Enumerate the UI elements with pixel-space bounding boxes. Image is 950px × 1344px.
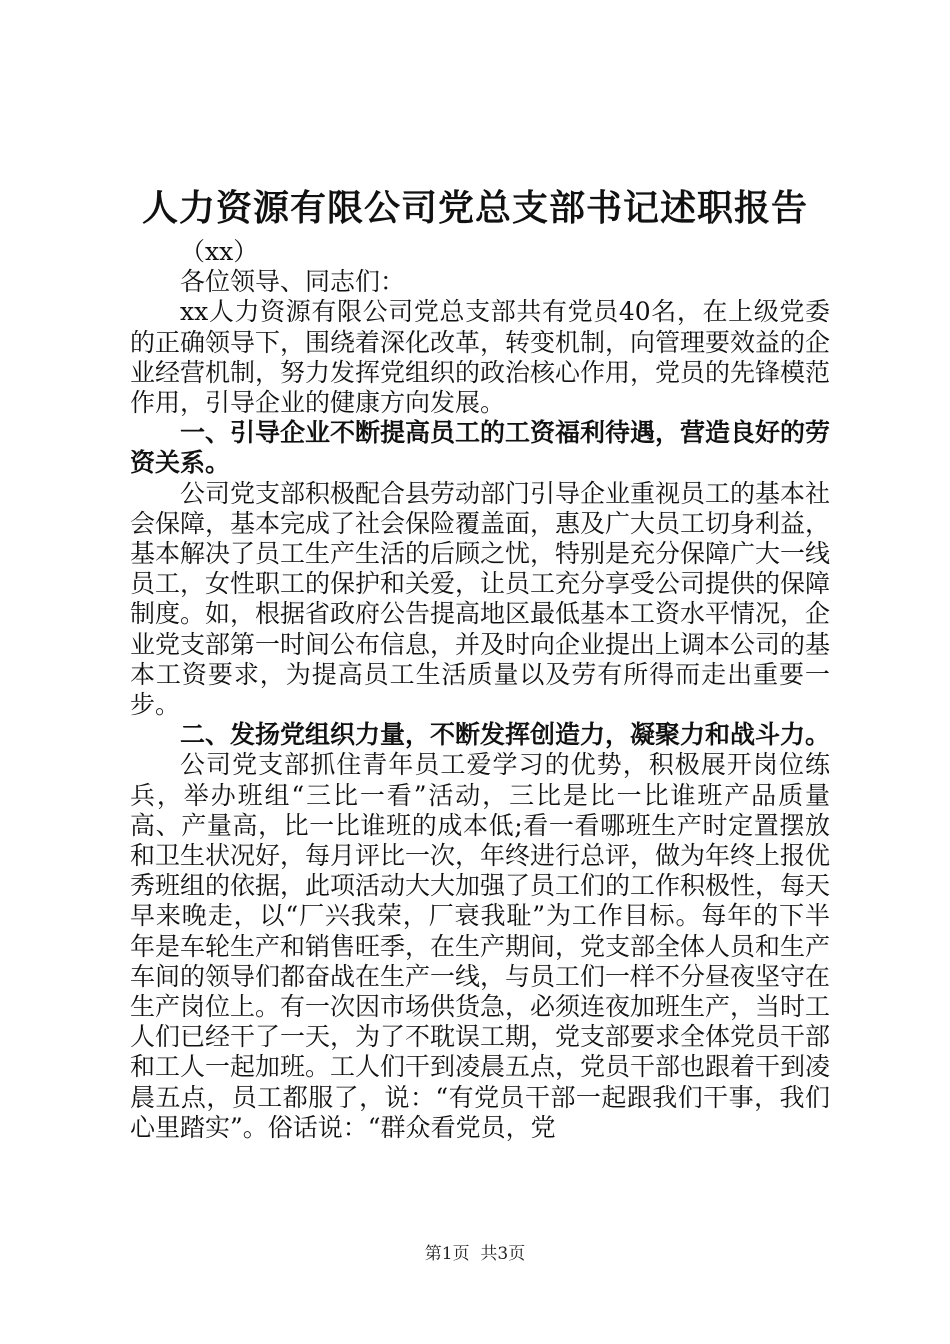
section-2-paragraph: 公司党支部抓住青年员工爱学习的优势，积极展开岗位练兵，举办班组“三比一看”活动，三比是比一比谁班产品质量高、产量高，比一比谁班的成本低;看一看哪班生产时定置摆放和卫生状况好，每月评比一次，年终进行总评，做为年终上报优秀班组的依据，此项活动大大加强了员工们的工作积极性，每天早来晚走，以“厂兴我荣，厂衰我耻”为工作目标。每年的下半年是车轮生产和销售旺季，在生产期间，党支部全体人员和生产车间的领导们都奋战在生产一线，与员工们一样不分昼夜坚守在生产岗位上。有一次因市场供货急，必须连夜加班生产，当时工人们已经干了一天，为了不耽误工期，党支部要求全体党员干部和工人一起加班。工人们干到凌晨五点，党员干部也跟着干到凌晨五点，员工都服了，说：“有党员干部一起跟我们干事，我们心里踏实”。俗话说：“群众看党员，党 [130,750,831,1142]
section-heading-1: 一、引导企业不断提高员工的工资福利待遇，营造良好的劳资关系。 [130,418,831,478]
document-title: 人力资源有限公司党总支部书记述职报告 [141,187,808,229]
document-body [130,237,830,1143]
date-line: （xx） [180,237,259,266]
section-heading-2: 二、发扬党组织力量，不断发挥创造力，凝聚力和战斗力。 [180,720,831,750]
intro-paragraph: xx人力资源有限公司党总支部共有党员40名，在上级党委的正确领导下，围绕着深化改革，转变机制，向管理要效益的企业经营机制，努力发挥党组织的政治核心作用，党员的先锋模范作用，引导企业的健康方向发展。 [130,297,831,418]
page-number: 第1页 [424,1244,470,1264]
page-footer [0,1242,950,1266]
salutation: 各位领导、同志们： [180,267,406,297]
section-1-paragraph: 公司党支部积极配合县劳动部门引导企业重视员工的基本社会保障，基本完成了社会保险覆盖面，惠及广大员工切身利益，基本解决了员工生产生活的后顾之忧，特别是充分保障广大一线员工，女性职工的保护和关爱，让员工充分享受公司提供的保障制度。如，根据省政府公告提高地区最低基本工资水平情况，企业党支部第一时间公布信息，并及时向企业提出上调本公司的基本工资要求，为提高员工生活质量以及劳有所得而走出重要一步。 [130,478,831,720]
page-total: 共3页 [480,1244,526,1264]
